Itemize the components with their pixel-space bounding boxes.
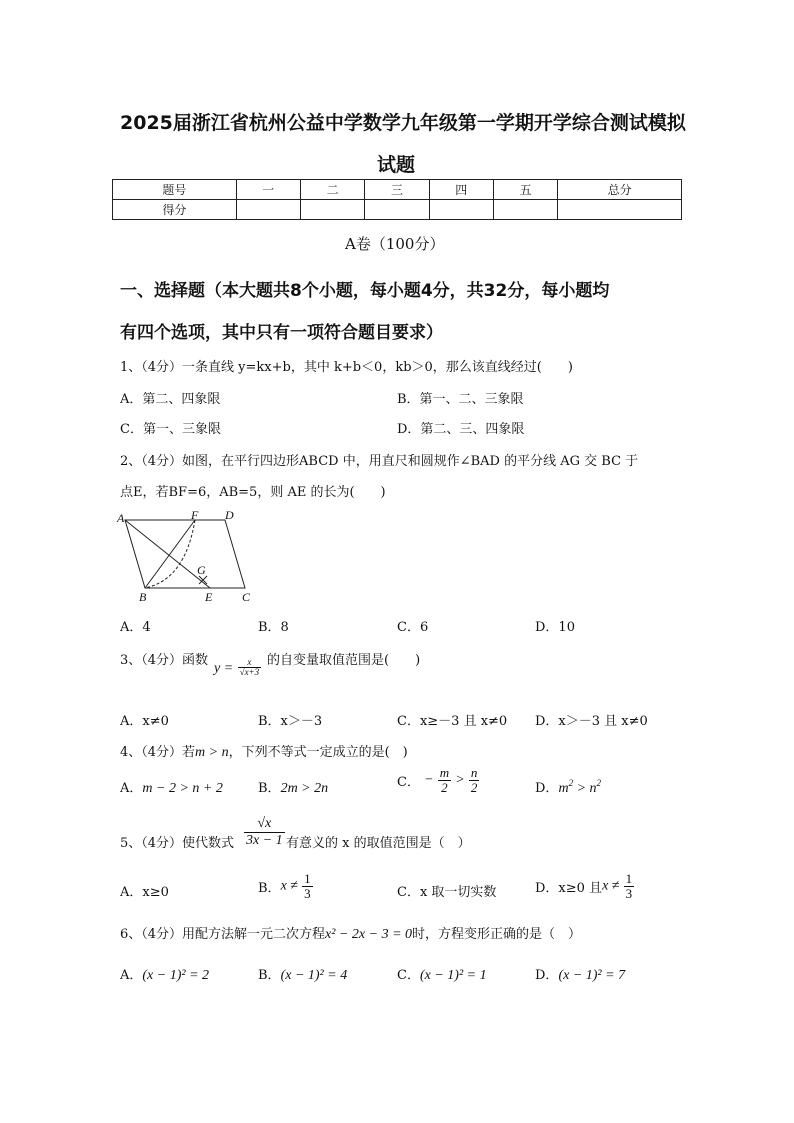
option-label: A．: [120, 781, 143, 796]
question-5-stem-pre: 5、（4分）使代数式: [120, 836, 235, 851]
question-1-option-b: B．第一、二、三象限: [397, 392, 524, 407]
fraction-denominator: 2: [441, 779, 448, 795]
question-4-stem: [120, 741, 408, 761]
option-expression: (x − 1)² = 1: [419, 968, 487, 983]
question-1-stem: 1、（4分）一条直线 y=kx+b，其中 k+b＜0，kb＞0，那么该直线经过( ): [120, 360, 573, 375]
question-5-option-b: [258, 872, 313, 901]
fraction-denominator: 3: [625, 885, 633, 901]
option-label: B．: [258, 968, 281, 983]
question-6-stem-post: 时，方程变形正确的是（ ）: [412, 927, 582, 942]
option-label: C．: [397, 968, 420, 983]
fraction-numerator: √x: [244, 817, 285, 833]
question-5-option-a: A．x≥0: [120, 885, 169, 900]
fraction-numerator: x: [238, 658, 262, 668]
fraction-numerator: 1: [625, 871, 633, 886]
fraction-denominator: √x+3: [239, 667, 260, 678]
table-cell: 五: [493, 180, 557, 200]
question-6-stem: [120, 923, 581, 943]
question-5-option-d: [535, 872, 634, 901]
section-a-heading: A卷（100分）: [345, 235, 445, 253]
segment-bf: [145, 520, 195, 588]
question-4-option-b: [258, 777, 328, 797]
option-expression: m − 2 > n + 2: [142, 781, 223, 796]
question-3-option-d: D．x＞－3 且 x≠0: [535, 714, 648, 729]
page-title-line2: 试题: [377, 154, 416, 176]
fraction-m-over-2: [438, 766, 451, 795]
question-2-stem: 2、（4分）如图，在平行四边形ABCD 中，用直尺和圆规作∠BAD 的平分线 AG 交 BC 于: [120, 454, 639, 469]
table-cell: 得分: [113, 200, 237, 220]
score-table-score-row: [113, 200, 682, 220]
part1-heading: 一、选择题（本大题共8个小题，每小题4分，共32分，每小题均: [120, 281, 610, 301]
score-input-cell: [429, 200, 493, 220]
question-6-option-a: [120, 964, 209, 984]
label-g: G: [197, 563, 206, 577]
question-2-option-c: C．6: [397, 620, 429, 635]
table-cell: 三: [365, 180, 429, 200]
question-4-option-d: [535, 777, 601, 797]
question-4-stem-pre: 4、（4分）若: [120, 745, 196, 760]
question-3-stem-pre: 3、（4分）函数: [120, 653, 209, 668]
question-3-option-a: A．x≠0: [120, 714, 169, 729]
table-cell: 总分: [558, 180, 682, 200]
question-4-condition: m > n: [195, 745, 229, 760]
option-label: B．: [258, 781, 281, 796]
option-label: C．: [397, 774, 420, 790]
parallelogram-figure: [115, 508, 265, 604]
score-input-cell: [236, 200, 300, 220]
question-2-option-a: A．4: [120, 620, 151, 635]
fraction-denominator: 2: [470, 779, 478, 795]
greater-sign: >: [455, 772, 465, 788]
fraction-numerator: m: [439, 765, 450, 780]
question-3-stem-post: 的自变量取值范围是( ): [267, 653, 421, 668]
fraction-one-third: [302, 872, 313, 901]
table-cell: 二: [300, 180, 364, 200]
label-a: A: [117, 511, 125, 525]
question-2-option-b: B．8: [258, 620, 289, 635]
option-expression: (x − 1)² = 2: [142, 968, 210, 983]
score-input-cell: [300, 200, 364, 220]
score-input-cell: [493, 200, 557, 220]
score-table: [112, 179, 682, 220]
score-input-cell: [558, 200, 682, 220]
question-4-stem-post: ，下列不等式一定成立的是( ): [228, 745, 408, 760]
score-input-cell: [365, 200, 429, 220]
question-6-equation: x² − 2x − 3 = 0: [325, 927, 413, 942]
question-6-option-c: [397, 964, 487, 984]
option-expression: 2m > 2n: [280, 781, 329, 796]
table-cell: 题号: [113, 180, 237, 200]
table-cell: 四: [429, 180, 493, 200]
minus-sign: −: [424, 772, 434, 788]
question-1-option-c: C．第一、三象限: [120, 422, 221, 437]
option-label: D．: [535, 968, 559, 983]
question-3-function: [214, 658, 261, 678]
option-label: A．: [120, 968, 143, 983]
question-6-stem-pre: 6、（4分）用配方法解一元二次方程: [120, 927, 326, 942]
fraction-one-third: [624, 872, 635, 901]
fraction-denominator: 3: [304, 885, 311, 901]
question-2-option-d: D．10: [535, 620, 575, 635]
question-3-option-c: C．x≥－3 且 x≠0: [397, 714, 508, 729]
question-5-expression: [244, 817, 285, 848]
page-title: 2025届浙江省杭州公益中学数学九年级第一学期开学综合测试模拟: [120, 112, 686, 134]
option-expression: (x − 1)² = 7: [558, 968, 626, 983]
option-expression: x ≠: [602, 878, 620, 894]
question-3-option-b: B．x＞－3: [258, 714, 323, 729]
option-label: D．: [535, 781, 559, 796]
function-y: y =: [214, 661, 234, 677]
option-label: D．x≥0 且: [535, 880, 603, 896]
question-5-option-c: C．x 取一切实数: [397, 885, 497, 900]
option-expression: x ≠: [280, 878, 298, 894]
fraction-n-over-2: [469, 766, 480, 795]
question-1-option-d: D．第二、三、四象限: [397, 422, 525, 437]
option-label: B．: [258, 880, 281, 896]
table-cell: 一: [236, 180, 300, 200]
label-c: C: [242, 590, 251, 604]
label-e: E: [205, 590, 213, 604]
fraction-numerator: 1: [304, 871, 311, 886]
question-6-option-d: [535, 964, 625, 984]
part1-heading-line2: 有四个选项，其中只有一项符合题目要求）: [120, 323, 443, 343]
score-table-header-row: [113, 180, 682, 200]
fraction-numerator: n: [470, 765, 478, 780]
question-4-option-c: [397, 766, 479, 795]
question-4-option-a: [120, 777, 223, 797]
label-d: D: [225, 508, 234, 522]
label-f: F: [191, 508, 199, 522]
option-expression: $m^2 > n^2$: [558, 778, 602, 796]
question-1-option-a: A．第二、四象限: [120, 392, 221, 407]
question-5-stem-post: 有意义的 x 的取值范围是（ ）: [286, 836, 471, 851]
question-2-stem-line2: 点E，若BF=6，AB=5，则 AE 的长为( ): [120, 485, 386, 500]
fraction-denominator: 3x − 1: [246, 832, 283, 848]
function-fraction: [238, 658, 262, 678]
option-expression: (x − 1)² = 4: [280, 968, 348, 983]
label-b: B: [139, 590, 147, 604]
question-6-option-b: [258, 964, 347, 984]
